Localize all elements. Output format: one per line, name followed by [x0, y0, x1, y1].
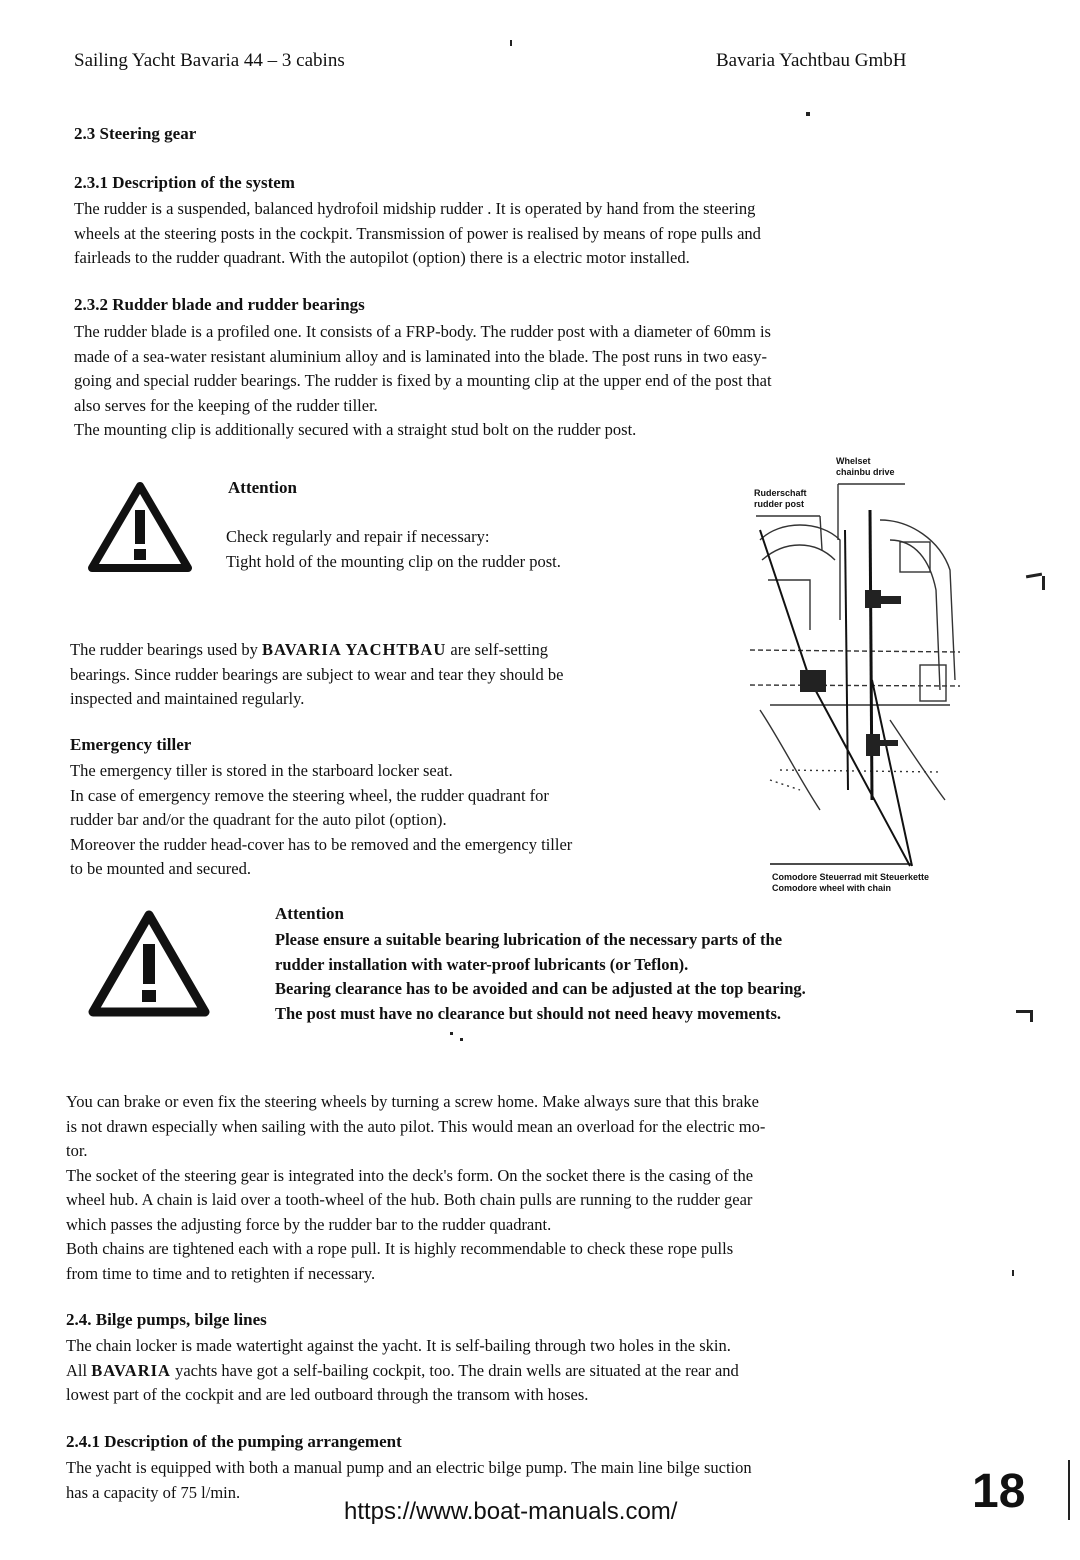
text-line: Both chains are tightened each with a rope pull. It is highly recommendable to check these rope pulls	[66, 1239, 734, 1258]
text-line	[70, 638, 563, 663]
scan-speck	[510, 40, 512, 46]
text-line: from time to time and to retighten if necessary.	[66, 1263, 376, 1283]
text-line: bearings. Since rudder bearings are subject to wear and tear they should be	[70, 664, 564, 684]
text-line: is not drawn especially when sailing with the auto pilot. This would mean an overload for the electric mo-	[66, 1116, 766, 1136]
section-title-2-4: 2.4. Bilge pumps, bilge lines	[66, 1310, 267, 1329]
text-line: which passes the adjusting force by the rudder bar to the rudder quadrant.	[66, 1214, 552, 1234]
brand-name: BAVARIA	[91, 1360, 171, 1380]
section-title-2-3-2: 2.3.2 Rudder blade and rudder bearings	[74, 295, 365, 314]
scan-speck	[1030, 1010, 1033, 1022]
text-line: The yacht is equipped with both a manual pump and an electric bilge pump. The main line bilge suction	[66, 1458, 752, 1477]
text-span: are self-setting	[446, 640, 548, 659]
text-line: to be mounted and secured.	[70, 859, 251, 878]
paragraph-emergency	[70, 759, 572, 882]
figure-caption-line: Comodore Steuerrad mit Steuerkette	[772, 872, 930, 882]
text-line: wheel hub. A chain is laid over a tooth-wheel of the hub. Both chain pulls are running to the rudder gear	[66, 1190, 753, 1209]
figure-label-line: chainbu drive	[836, 467, 895, 477]
text-line	[66, 1359, 739, 1384]
brand-name: BAVARIA YACHTBAU	[261, 640, 447, 659]
section-title-emergency: Emergency tiller	[70, 735, 192, 754]
text-line: Moreover the rudder head-cover has to be removed and the emergency tiller	[70, 834, 573, 854]
steering-wheel-diagram	[740, 480, 970, 872]
header-right: Bavaria Yachtbau GmbH	[716, 50, 907, 71]
text-line: lowest part of the cockpit and are led outboard through the transom with hoses.	[66, 1385, 589, 1404]
figure-label-line: Ruderschaft	[754, 488, 807, 498]
text-line: The mounting clip is additionally secured with a straight stud bolt on the rudder post.	[74, 420, 637, 439]
figure-label-line: Whelset	[836, 456, 871, 466]
attention-title: Attention	[275, 904, 344, 923]
text-line: Check regularly and repair if necessary:	[226, 527, 490, 546]
text-line: going and special rudder bearings. The rudder is fixed by a mounting clip at the upper end of the post that	[74, 371, 772, 390]
text-line: fairleads to the rudder quadrant. With the autopilot (option) there is a electric motor installed.	[74, 248, 690, 267]
scan-speck	[1026, 573, 1042, 579]
text-line: rudder installation with water-proof lubricants (or Teflon).	[275, 954, 689, 974]
section-title-2-3: 2.3 Steering gear	[74, 124, 197, 143]
warning-triangle-icon	[86, 908, 212, 1020]
figure-caption	[772, 872, 929, 894]
text-line: Bearing clearance has to be avoided and can be adjusted at the top bearing.	[275, 979, 806, 998]
text-line: wheels at the steering posts in the cockpit. Transmission of power is realised by means of rope pulls and	[74, 223, 761, 243]
text-span: The rudder bearings used by	[70, 640, 262, 659]
scan-speck	[1068, 1460, 1070, 1520]
text-span: All	[66, 1360, 92, 1380]
attention-text	[275, 928, 806, 1026]
header-left: Sailing Yacht Bavaria 44 – 3 cabins	[74, 50, 345, 71]
paragraph-2-3-1	[74, 197, 761, 271]
text-line: Tight hold of the mounting clip on the rudder post.	[226, 551, 561, 571]
section-title-2-4-1: 2.4.1 Description of the pumping arrangement	[66, 1432, 402, 1451]
page-number: 18	[972, 1465, 1026, 1518]
text-line: In case of emergency remove the steering wheel, the rudder quadrant for	[70, 785, 549, 805]
scan-speck	[1042, 576, 1045, 590]
attention-title: Attention	[228, 478, 297, 497]
text-line: The rudder is a suspended, balanced hydrofoil midship rudder . It is operated by hand from the steering	[74, 199, 756, 218]
warning-triangle-icon	[86, 480, 194, 574]
text-line: made of a sea-water resistant aluminium alloy and is laminated into the blade. The post runs in two easy-	[74, 346, 767, 366]
scan-speck	[806, 112, 810, 116]
text-line: The post must have no clearance but should not need heavy movements.	[275, 1003, 782, 1023]
text-line: The socket of the steering gear is integrated into the deck's form. On the socket there is the casing of the	[66, 1165, 754, 1185]
paragraph-bearings	[70, 638, 563, 712]
scan-speck	[1012, 1270, 1014, 1276]
figure-label-line: rudder post	[754, 499, 805, 509]
text-line: inspected and maintained regularly.	[70, 689, 305, 708]
footer-url[interactable]: https://www.boat-manuals.com/	[344, 1498, 678, 1525]
paragraph-2-4	[66, 1334, 739, 1408]
text-line: Please ensure a suitable bearing lubrication of the necessary parts of the	[275, 930, 783, 949]
figure-label-top	[836, 456, 895, 478]
paragraph-brake	[66, 1090, 765, 1286]
figure-caption-line: Comodore wheel with chain	[772, 883, 892, 893]
text-line: The rudder blade is a profiled one. It consists of a FRP-body. The rudder post with a diameter of 60mm is	[74, 322, 771, 341]
scan-speck	[460, 1038, 463, 1041]
text-line: tor.	[66, 1141, 88, 1160]
attention-text	[226, 525, 561, 574]
text-line: has a capacity of 75 l/min.	[66, 1482, 241, 1502]
text-line: rudder bar and/or the quadrant for the auto pilot (option).	[70, 810, 447, 829]
text-line: The emergency tiller is stored in the starboard locker seat.	[70, 761, 453, 780]
text-span: yachts have got a self-bailing cockpit, too. The drain wells are situated at the rear and	[170, 1360, 739, 1380]
paragraph-2-3-2	[74, 320, 772, 443]
section-title-2-3-1: 2.3.1 Description of the system	[74, 173, 295, 192]
text-line: also serves for the keeping of the rudder tiller.	[74, 395, 378, 415]
scan-speck	[450, 1032, 453, 1035]
text-line: You can brake or even fix the steering wheels by turning a screw home. Make always sure that this brake	[66, 1092, 759, 1111]
text-line: The chain locker is made watertight against the yacht. It is self-bailing through two holes in the skin.	[66, 1336, 731, 1355]
